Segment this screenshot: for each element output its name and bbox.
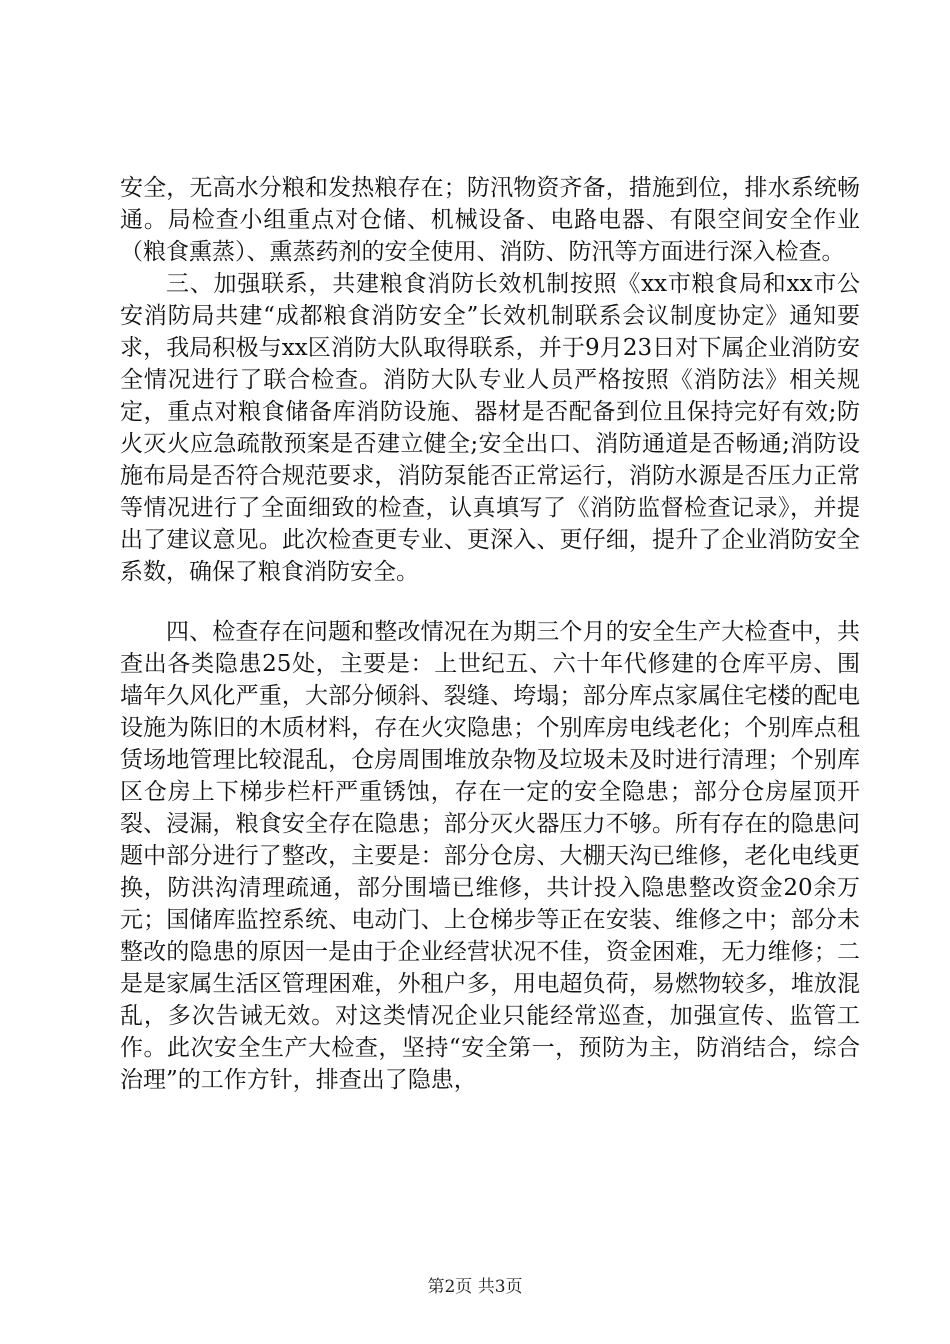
- paragraph-problems-rectification: 四、检查存在问题和整改情况在为期三个月的安全生产大检查中，共查出各类隐患25处，主要是：上世纪五、六十年代修建的仓库平房、围墙年久风化严重，大部分倾斜、裂缝、垮塌；部分库点家属住宅楼的配电设施为陈旧的木质材料，存在火灾隐患；个别库房电线老化；个别库点租赁场地管理比较混乱，仓房周围堆放杂物及垃圾未及时进行清理；个别库区仓房上下梯步栏杆严重锈蚀，存在一定的安全隐患；部分仓房屋顶开裂、浸漏，粮食安全存在隐患；部分灭火器压力不够。所有存在的隐患问题中部分进行了整改，主要是：部分仓房、大棚天沟已维修，老化电线更换，防洪沟清理疏通，部分围墙已维修，共计投入隐患整改资金20余万元；国储库监控系统、电动门、上仓梯步等正在安装、维修之中；部分未整改的隐患的原因一是由于企业经营状况不佳，资金困难，无力维修；二是是家属生活区管理困难，外租户多，用电超负荷，易燃物较多，堆放混乱，多次告诫无效。对这类情况企业只能经常巡查，加强宣传、监管工作。此次安全生产大检查，坚持“安全第一，预防为主，防消结合，综合治理”的工作方针，排查出了隐患，: [120, 619, 860, 1093]
- page-number-footer: 第2页 共3页: [427, 1277, 523, 1297]
- paragraph-safety-check: 安全，无高水分粮和发热粮存在；防汛物资齐备，措施到位，排水系统畅通。局检查小组重点对仓储、机械设备、电路电器、有限空间安全作业（粮食熏蒸）、熏蒸药剂的安全使用、消防、防汛等方面进行深入检查。: [120, 175, 860, 265]
- paragraph-fire-cooperation: 三、加强联系，共建粮食消防长效机制按照《xx市粮食局和xx市公安消防局共建“成都粮食消防安全”长效机制联系会议制度协定》通知要求，我局积极与xx区消防大队取得联系，并于9月23日对下属企业消防安全情况进行了联合检查。消防大队专业人员严格按照《消防法》相关规定，重点对粮食储备库消防设施、器材是否配备到位且保持完好有效;防火灭火应急疏散预案是否建立健全;安全出口、消防通道是否畅通;消防设施布局是否符合规范要求，消防泵能否正常运行，消防水源是否压力正常等情况进行了全面细致的检查，认真填写了《消防监督检查记录》，并提出了建议意见。此次检查更专业、更深入、更仔细，提升了企业消防安全系数，确保了粮食消防安全。: [120, 271, 860, 585]
- document-body: [120, 172, 860, 1096]
